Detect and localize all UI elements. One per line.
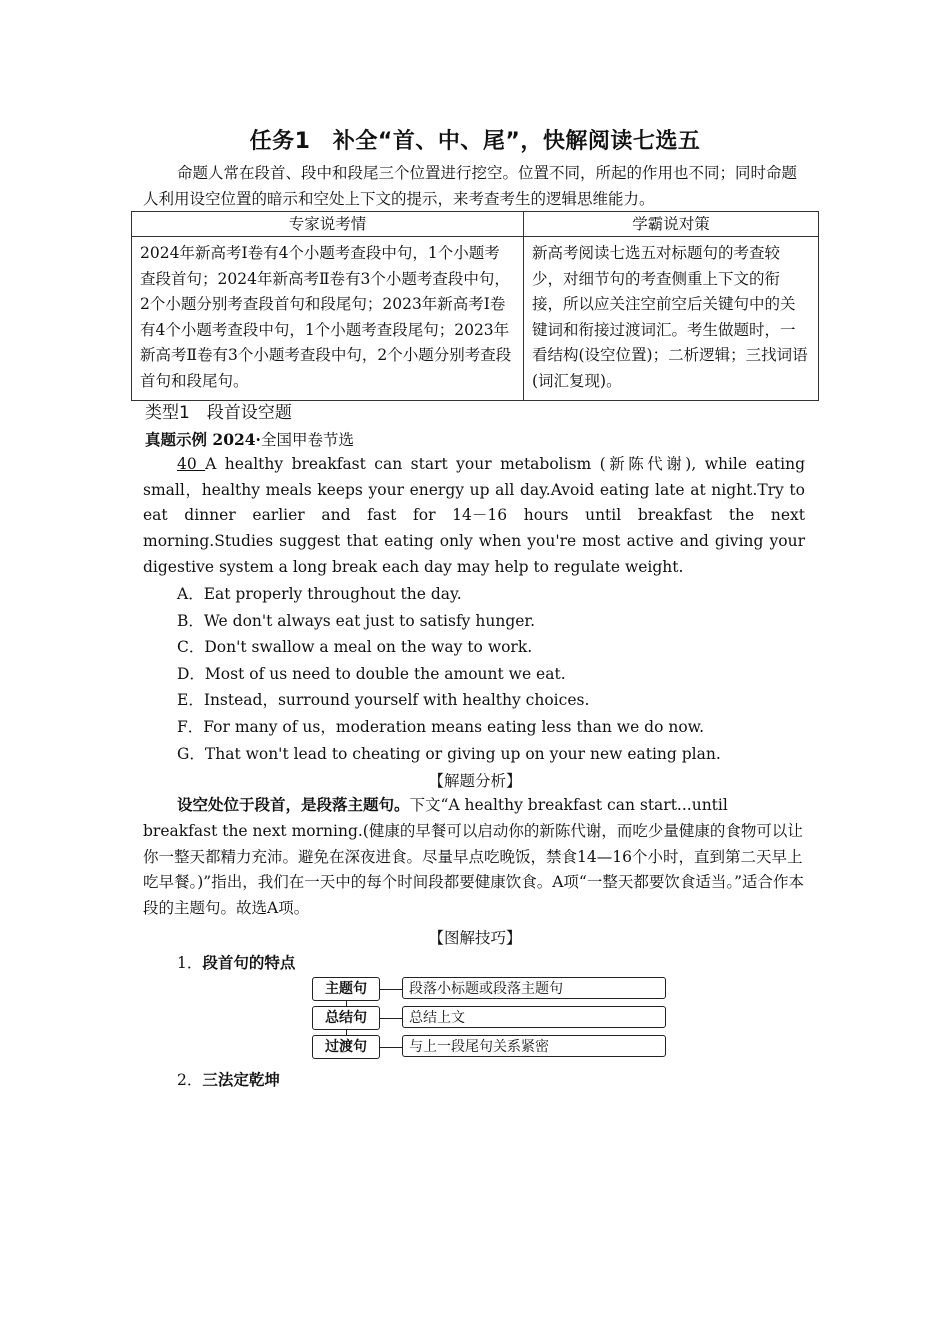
option-a: A．Eat properly throughout the day. xyxy=(177,585,462,603)
point-1 xyxy=(177,951,295,973)
option-d: D．Most of us need to double the amount we eat. xyxy=(177,664,566,683)
option-c: C．Don't swallow a meal on the way to work. xyxy=(177,638,533,657)
diagram-desc-summary: 总结上文 xyxy=(402,1006,666,1028)
option-b: B．We don't always eat just to satisfy hunger. xyxy=(177,611,536,630)
option-g: G．That won't lead to cheating or giving up on your new eating plan. xyxy=(177,744,721,763)
point-2 xyxy=(177,1068,280,1090)
point-2-label: 三法定乾坤 xyxy=(202,1071,280,1089)
example-year: 2024· xyxy=(212,430,261,449)
expert-strategy-table xyxy=(131,211,819,401)
analysis-key-sentence: 设空处位于段首，是段落主题句。 xyxy=(177,796,410,814)
intro-paragraph: 命题人常在段首、段中和段尾三个位置进行挖空。位置不同，所起的作用也不同；同时命题人利用设空位置的暗示和空处上下文的提示，来考查考生的逻辑思维能力。 xyxy=(143,164,798,208)
example-label: 真题示例 xyxy=(145,430,208,449)
point-1-label: 段首句的特点 xyxy=(202,954,296,972)
table-cell-expert: 2024年新高考Ⅰ卷有4个小题考查段中句，1个小题考查段首句；2024年新高考Ⅱ卷有3个小题考查段中句，2个小题分别考查段首句和段尾句；2023年新高考Ⅰ卷有4个小题考查段中句，1个小题考查段尾句；2023年新高考Ⅱ卷有3个小题考查段中句，2个小题分别考查段首句和段尾句。 xyxy=(132,237,524,401)
example-source xyxy=(145,428,354,450)
diagram-label-transition: 过渡句 xyxy=(312,1035,380,1059)
page-title: 任务1 补全“首、中、尾”，快解阅读七选五 xyxy=(249,129,701,154)
diagram-label-topic: 主题句 xyxy=(312,977,380,1001)
first-sentence-diagram xyxy=(310,975,670,1061)
diagram-desc-transition: 与上一段尾句关系紧密 xyxy=(402,1035,666,1057)
table-header-strategy: 学霸说对策 xyxy=(524,212,819,237)
analysis-text: 下文“A healthy breakfast can start...until breakfast the next morning.(健康的早餐可以启动你的新陈代谢，而吃少量健康的食物可以让你一整天都精力充沛。避免在深夜进食。尽量早点吃晚饭，禁食14—16个小时，直到第二天早上吃早餐。)”指出，我们在一天中的每个时间段都要健康饮食。A项“一整天都要饮食适当。”适合作本段的主题句。故选A项。 xyxy=(143,796,805,918)
analysis-paragraph xyxy=(143,793,805,922)
diagram-connector xyxy=(380,989,402,990)
example-source-text: 全国甲卷节选 xyxy=(260,431,354,449)
point-1-num: 1． xyxy=(177,954,203,972)
option-e: E．Instead，surround yourself with healthy choices. xyxy=(177,691,590,710)
analysis-heading: 【解题分析】 xyxy=(428,772,522,790)
diagram-connector xyxy=(380,1047,402,1048)
table-header-expert: 专家说考情 xyxy=(132,212,524,237)
diagram-connector xyxy=(380,1018,402,1019)
diagram-desc-topic: 段落小标题或段落主题句 xyxy=(402,977,666,999)
point-2-num: 2． xyxy=(177,1071,203,1089)
passage-text: A healthy breakfast can start your metabolism (新陈代谢), while eating small，healthy meals keeps your energy up all day.Avoid eating late at night.Try to eat dinner earlier and fast for 14－16 hours until breakfast the next morning.Studies suggest that eating only when you're most active and giving your digestive system a long break each day may help to regulate weight. xyxy=(143,455,805,576)
tips-heading: 【图解技巧】 xyxy=(428,929,522,947)
reading-passage xyxy=(143,452,805,581)
options-list xyxy=(177,581,721,767)
blank-40: 40 xyxy=(177,455,206,473)
diagram-label-summary: 总结句 xyxy=(312,1006,380,1030)
option-f: F．For many of us，moderation means eating less than we do now. xyxy=(177,717,705,736)
table-cell-strategy: 新高考阅读七选五对标题句的考查较少，对细节句的考查侧重上下文的衔接，所以应关注空前空后关键句中的关键词和衔接过渡词汇。考生做题时，一看结构(设空位置)；二析逻辑；三找词语(词汇复现)。 xyxy=(524,237,819,401)
type-heading: 类型1 段首设空题 xyxy=(145,403,292,423)
